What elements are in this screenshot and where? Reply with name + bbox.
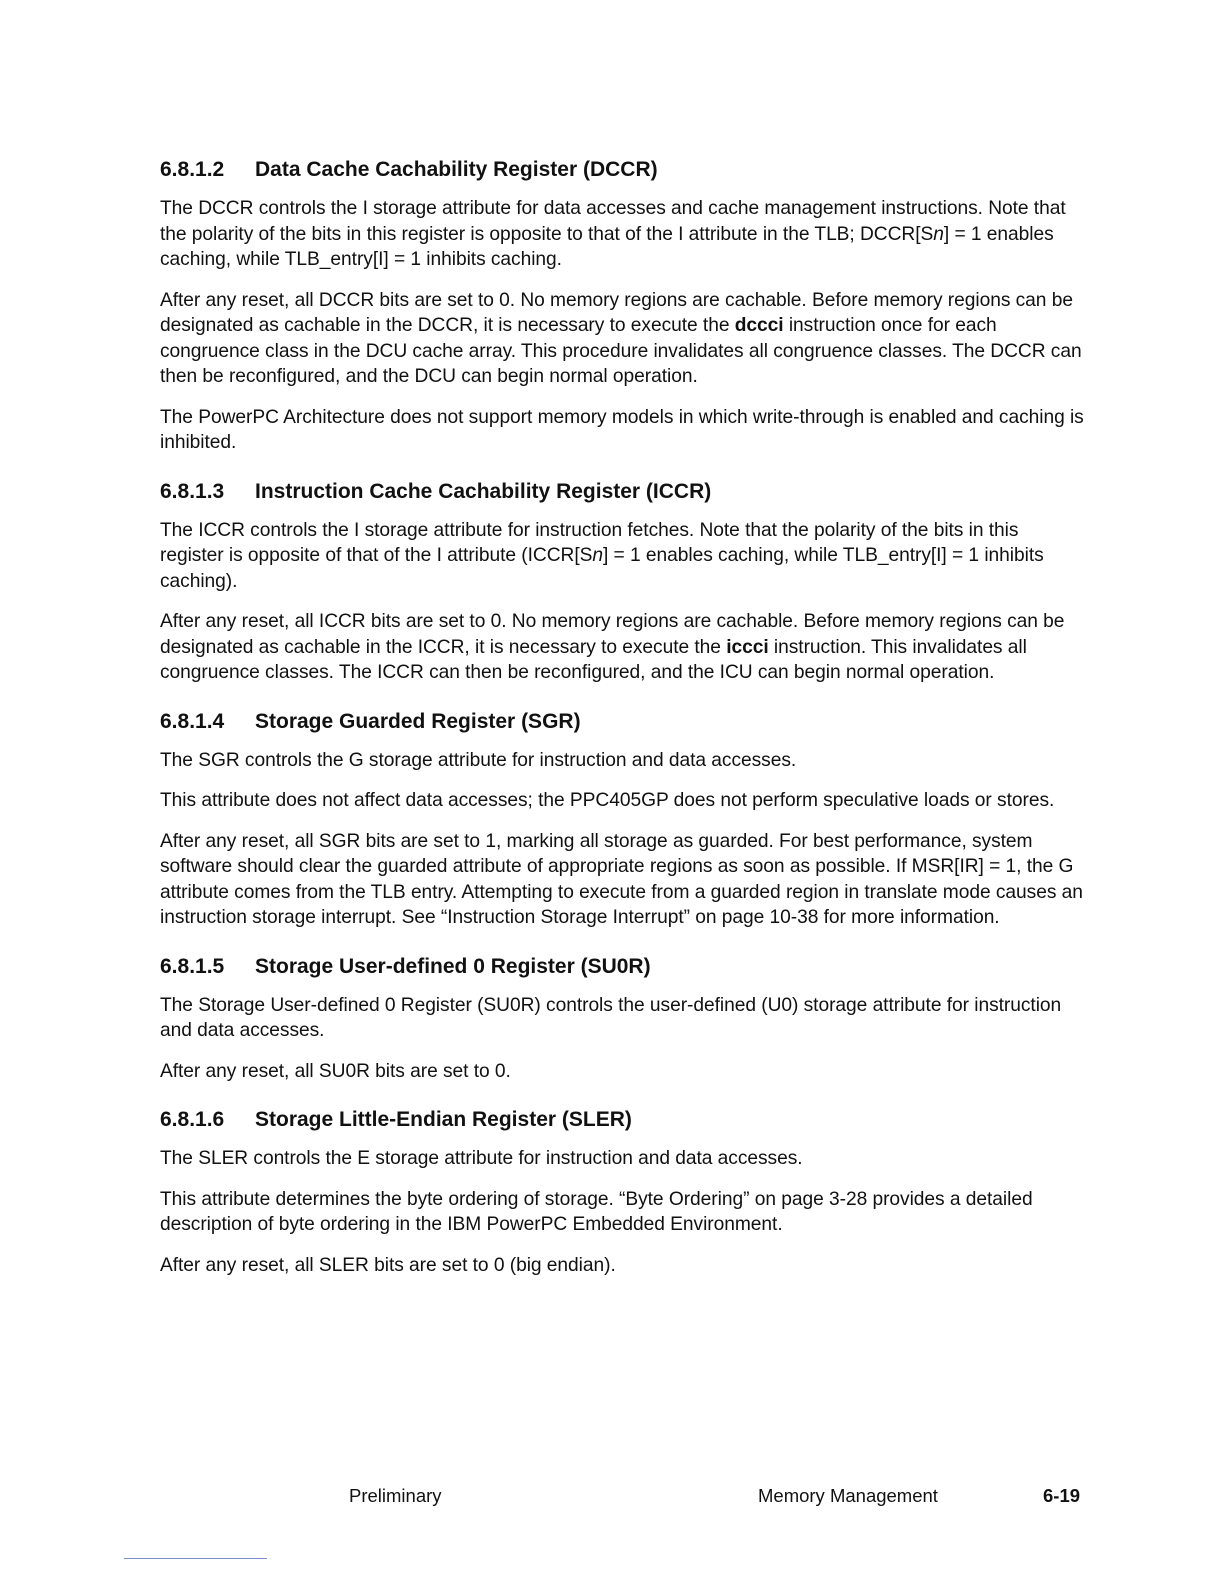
- section-title: Storage Little-Endian Register (SLER): [255, 1108, 632, 1131]
- section-heading: [160, 1106, 1084, 1134]
- section-title: Storage User-defined 0 Register (SU0R): [255, 954, 651, 978]
- text-run: The DCCR controls the I storage attribute for data accesses and cache management instructions. Note that the polarity of the bits in this register is opposite to that of the I attribute in the TLB; DCCR[S: [160, 198, 1066, 245]
- section-number: 6.8.1.3: [160, 479, 225, 503]
- document-body: [160, 156, 1084, 1293]
- text-run: This attribute determines the byte ordering of storage. “Byte Ordering” on page 3-28 provides a detailed description of byte ordering in the IBM PowerPC Embedded Environment.: [160, 1188, 1033, 1235]
- section-title: Storage Guarded Register (SGR): [255, 709, 581, 733]
- paragraph: [160, 196, 1084, 273]
- footer-chapter-title: Memory Management: [758, 1485, 938, 1506]
- text-run: After any reset, all ICCR bits are set to 0. No memory regions are cachable. Before memory regions can be designated as cachable in the ICCR, it is necessary to execute the: [160, 611, 1065, 658]
- text-run: The SLER controls the E storage attribute for instruction and data accesses.: [160, 1148, 803, 1169]
- text-run: instruction. This invalidates all congruence classes. The ICCR can then be reconfigured, and the ICU can begin normal operation.: [160, 636, 1027, 683]
- paragraph: [160, 788, 1084, 814]
- paragraph: [160, 1059, 1084, 1085]
- text-run: After any reset, all SGR bits are set to 1, marking all storage as guarded. For best performance, system software should clear the guarded attribute of appropriate regions as soon as possible. If MSR[IR] = 1, the G attribute comes from the TLB entry. Attempting to execute from a guarded region in translate mode causes an instruction storage interrupt. See “Instruction Storage Interrupt” on page 10-38 for more information.: [160, 830, 1083, 928]
- text-run: This attribute does not affect data accesses; the PPC405GP does not perform speculative loads or stores.: [160, 790, 1055, 811]
- section-number: 6.8.1.4: [160, 709, 225, 733]
- text-run: The PowerPC Architecture does not support memory models in which write-through is enabled and caching is inhibited.: [160, 406, 1084, 453]
- section-number: 6.8.1.6: [160, 1108, 225, 1131]
- section-heading: [160, 478, 1084, 506]
- section-sler: [160, 1106, 1084, 1278]
- footer-status: Preliminary: [349, 1485, 442, 1506]
- section-title: Instruction Cache Cachability Register (ICCR): [255, 479, 712, 503]
- paragraph: [160, 1146, 1084, 1172]
- section-heading: [160, 156, 1084, 184]
- section-heading: [160, 953, 1084, 981]
- paragraph: [160, 1253, 1084, 1279]
- italic-run: n: [592, 545, 603, 566]
- text-run: instruction once for each congruence class in the DCU cache array. This procedure invalidates all congruence classes. The DCCR can then be reconfigured, and the DCU can begin normal operation.: [160, 315, 1082, 387]
- text-run: After any reset, all DCCR bits are set to 0. No memory regions are cachable. Before memory regions can be designated as cachable in the DCCR, it is necessary to execute the: [160, 289, 1073, 336]
- page-footer: [0, 1484, 1224, 1508]
- paragraph: [160, 405, 1084, 456]
- section-dccr: [160, 156, 1084, 456]
- section-title: Data Cache Cachability Register (DCCR): [255, 158, 658, 181]
- italic-run: n: [933, 223, 944, 245]
- section-number: 6.8.1.2: [160, 158, 225, 181]
- section-number: 6.8.1.5: [160, 954, 225, 978]
- paragraph: [160, 288, 1084, 390]
- section-heading: [160, 708, 1084, 736]
- bottom-rule: [124, 1558, 267, 1559]
- text-run: The ICCR controls the I storage attribute for instruction fetches. Note that the polarity of the bits in this register is opposite of that of the I attribute (ICCR[S: [160, 519, 1019, 566]
- section-su0r: [160, 953, 1084, 1085]
- instruction-name: iccci: [726, 636, 769, 658]
- text-run: The Storage User-defined 0 Register (SU0R) controls the user-defined (U0) storage attribute for instruction and data accesses.: [160, 994, 1062, 1041]
- paragraph: [160, 609, 1084, 686]
- text-run: The SGR controls the G storage attribute for instruction and data accesses.: [160, 749, 797, 771]
- paragraph: [160, 518, 1084, 595]
- footer-page-number: 6-19: [1043, 1485, 1081, 1506]
- paragraph: [160, 829, 1084, 931]
- paragraph: [160, 748, 1084, 774]
- paragraph: [160, 993, 1084, 1044]
- paragraph: [160, 1187, 1084, 1238]
- section-sgr: [160, 708, 1084, 931]
- text-run: After any reset, all SLER bits are set to 0 (big endian).: [160, 1254, 616, 1276]
- text-run: ] = 1 enables caching, while TLB_entry[I] = 1 inhibits caching).: [160, 545, 1044, 592]
- text-run: ] = 1 enables caching, while TLB_entry[I] = 1 inhibits caching.: [160, 223, 1054, 270]
- text-run: After any reset, all SU0R bits are set to 0.: [160, 1060, 511, 1082]
- section-iccr: [160, 478, 1084, 686]
- instruction-name: dccci: [734, 315, 784, 336]
